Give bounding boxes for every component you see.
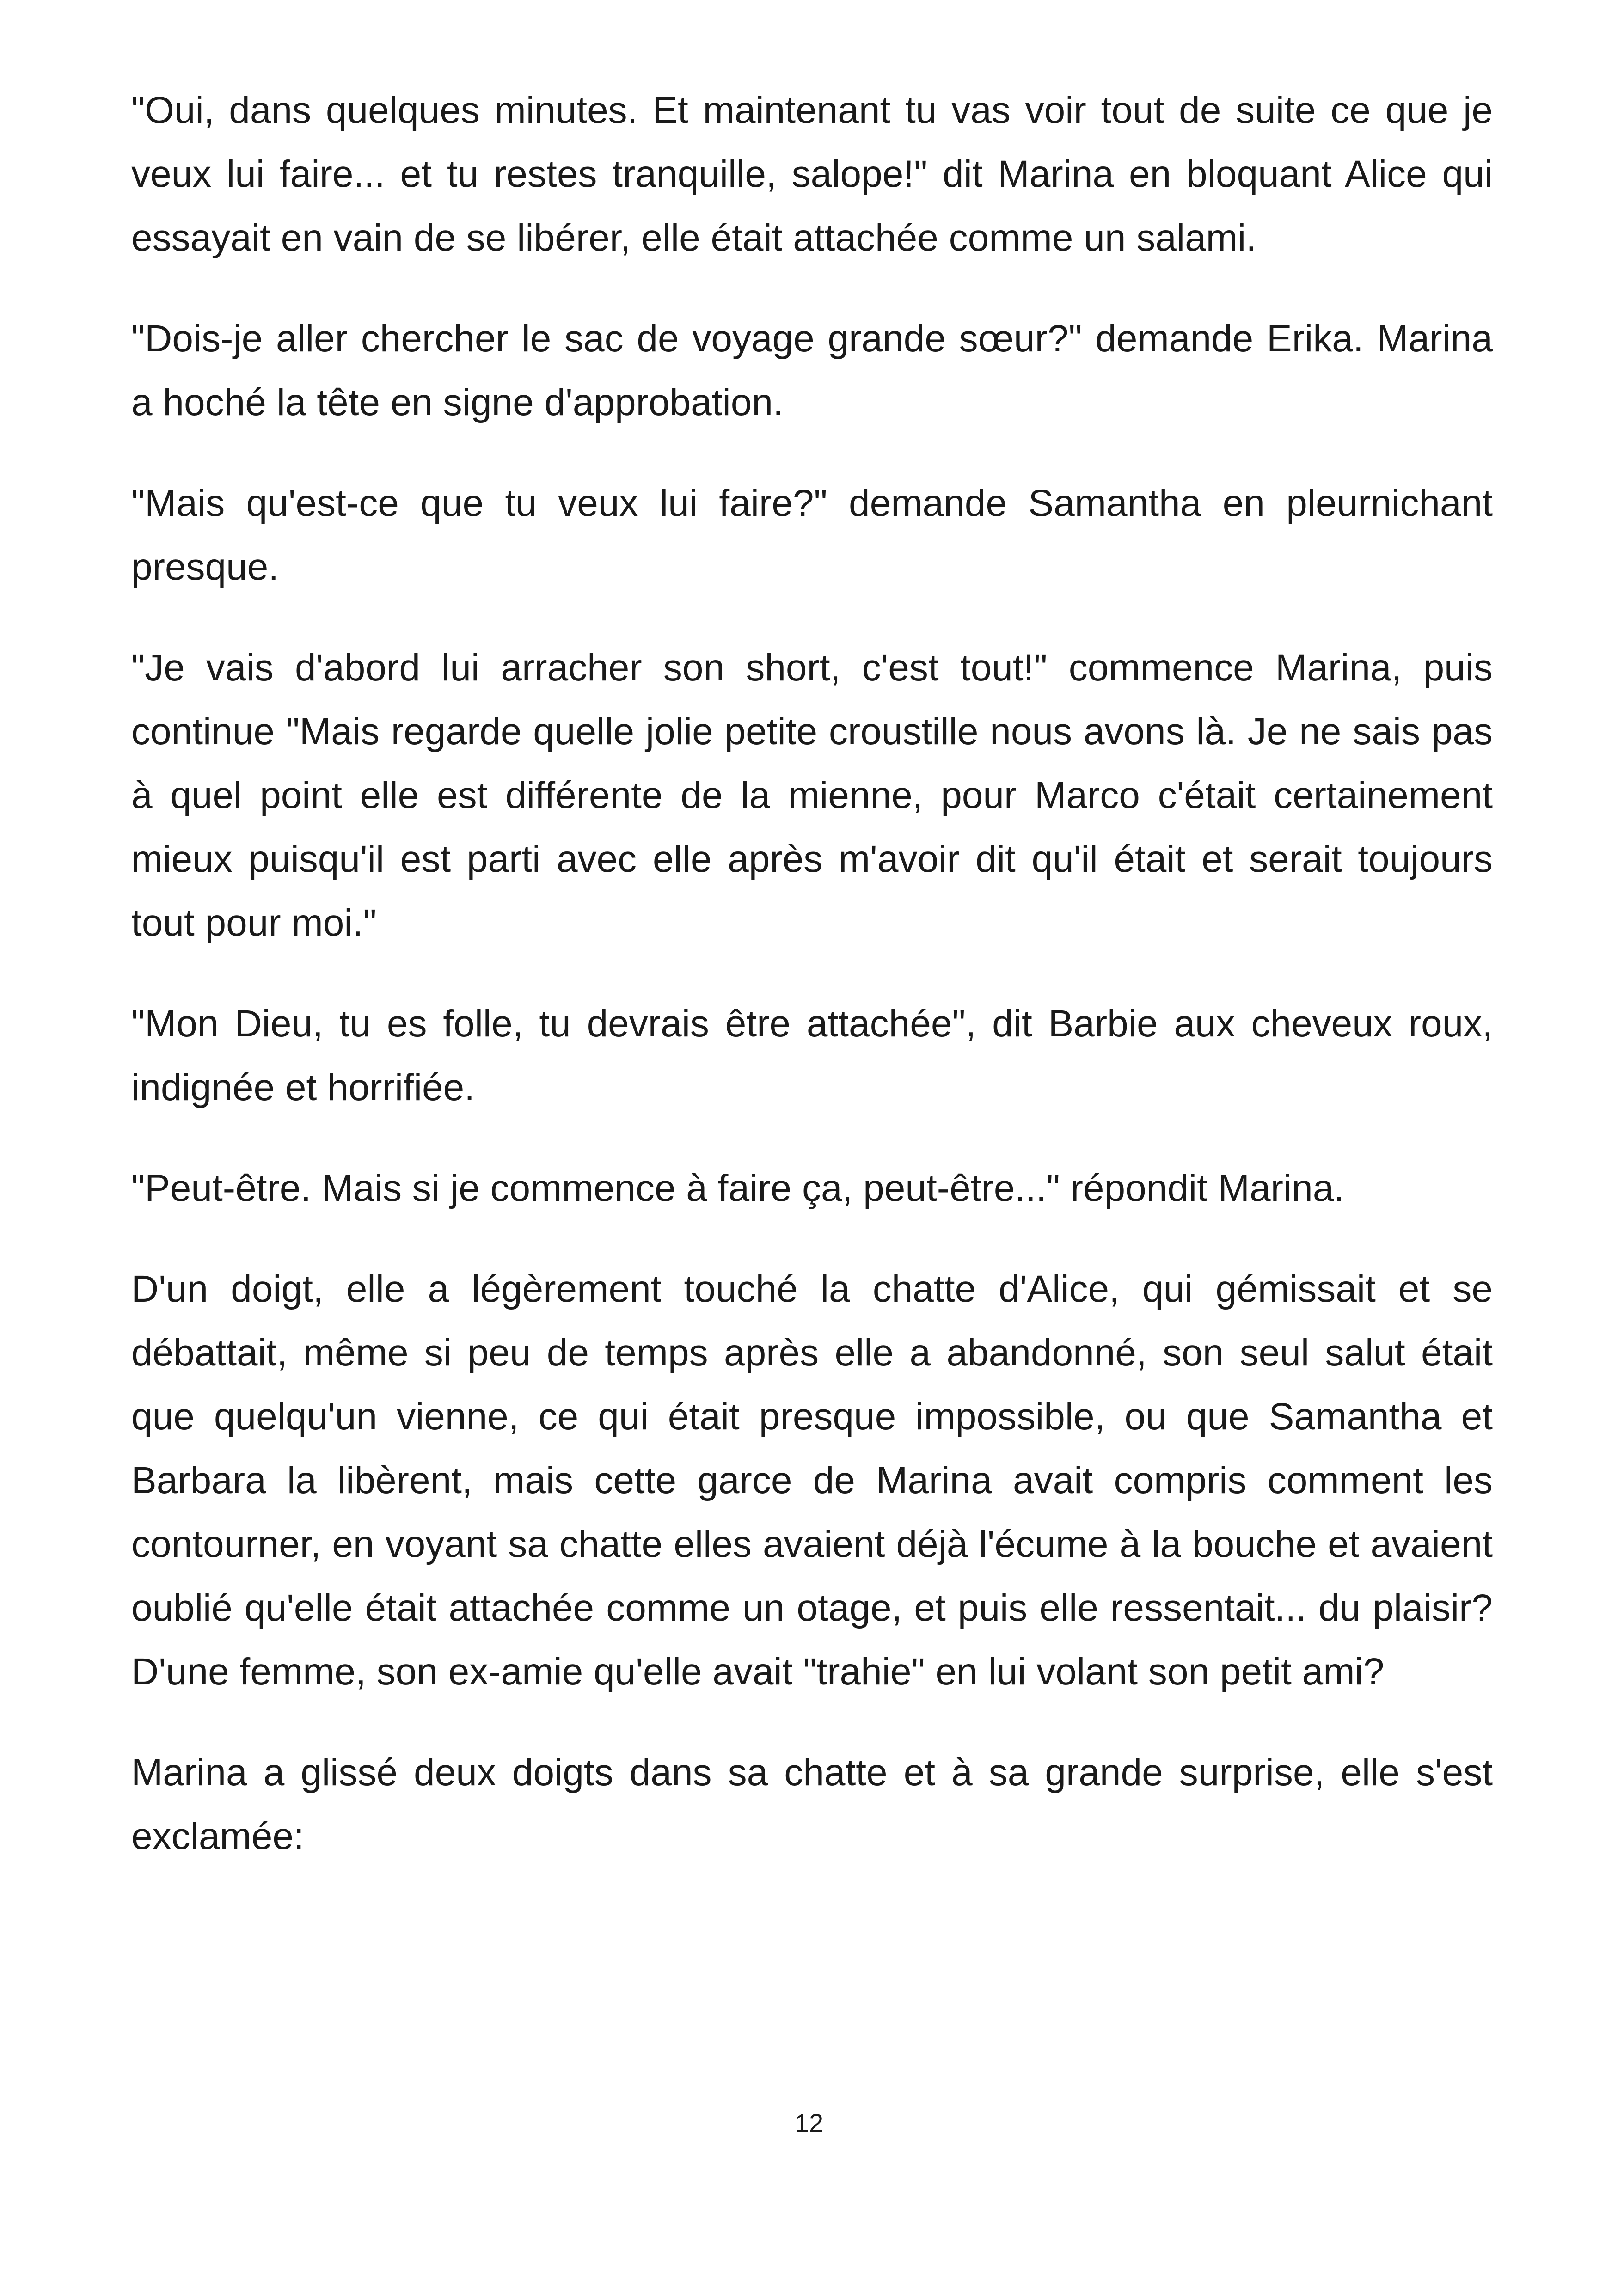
paragraph-3: "Mais qu'est-ce que tu veux lui faire?" demande Samantha en pleurnichant presque.	[131, 482, 1493, 588]
paragraph-5: "Mon Dieu, tu es folle, tu devrais être attachée", dit Barbie aux cheveux roux, indignée et horrifiée.	[131, 1003, 1493, 1108]
paragraph-1: "Oui, dans quelques minutes. Et maintenant tu vas voir tout de suite ce que je veux lui faire... et tu restes tranquille, salope!" dit Marina en bloquant Alice qui essayait en vain de se libérer, elle était attachée comme un salami.	[131, 89, 1493, 259]
paragraph-7: D'un doigt, elle a légèrement touché la chatte d'Alice, qui gémissait et se débattait, même si peu de temps après elle a abandonné, son seul salut était que quelqu'un vienne, ce qui était presque impossible, ou que Samantha et Barbara la libèrent, mais cette garce de Marina avait compris comment les contourner, en voyant sa chatte elles avaient déjà l'écume à la bouche et avaient oublié qu'elle était attachée comme un otage, et puis elle ressentait... du plaisir? D'une femme, son ex-amie qu'elle avait "trahie" en lui volant son petit ami?	[131, 1268, 1493, 1693]
paragraph-4: "Je vais d'abord lui arracher son short, c'est tout!" commence Marina, puis continue "Mais regarde quelle jolie petite croustille nous avons là. Je ne sais pas à quel point elle est différente de la mienne, pour Marco c'était certainement mieux puisqu'il est parti avec elle après m'avoir dit qu'il était et serait toujours tout pour moi."	[131, 647, 1493, 944]
paragraph-2: "Dois-je aller chercher le sac de voyage grande sœur?" demande Erika. Marina a hoché la tête en signe d'approbation.	[131, 318, 1493, 423]
paragraph-8: Marina a glissé deux doigts dans sa chatte et à sa grande surprise, elle s'est exclamée:	[131, 1751, 1493, 1857]
paragraph-6: "Peut-être. Mais si je commence à faire ça, peut-être..." répondit Marina.	[131, 1167, 1345, 1209]
page-number: 12	[794, 2108, 824, 2137]
text-body	[131, 79, 1493, 1905]
